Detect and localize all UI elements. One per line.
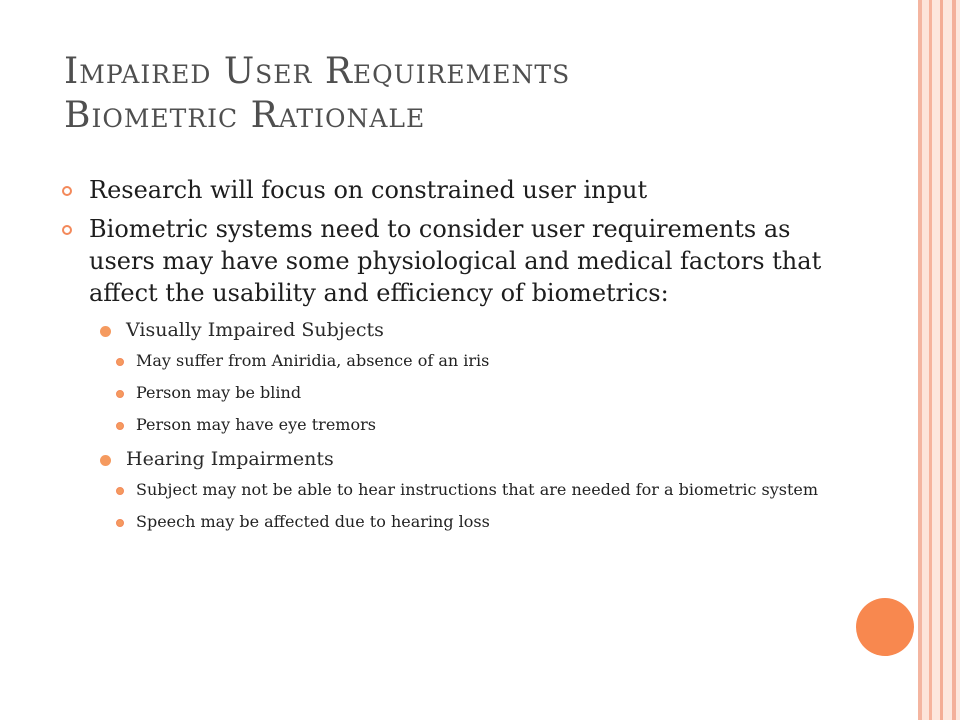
decorative-stripe <box>932 0 940 720</box>
sub-sub-bullet-list <box>126 350 842 436</box>
bullet-list <box>62 174 842 309</box>
sub-list-item-hearing <box>89 446 842 533</box>
slide-title <box>64 50 864 138</box>
bullet-icon <box>116 519 124 527</box>
sub-bullet-text: Visually Impaired Subjects <box>126 319 384 341</box>
sub-list-item-visual <box>89 317 842 436</box>
sub-sub-bullet-text: Speech may be affected due to hearing loss <box>136 512 490 531</box>
sub-bullet-list <box>62 317 842 533</box>
title-line-2: Biometric Rationale <box>64 95 426 136</box>
bullet-icon <box>62 186 72 196</box>
sub-sub-bullet-text: May suffer from Aniridia, absence of an iris <box>136 351 490 370</box>
decorative-stripe <box>943 0 952 720</box>
bullet-icon <box>116 487 124 495</box>
list-item <box>116 511 842 533</box>
sub-sub-bullet-text: Person may be blind <box>136 383 302 402</box>
list-item <box>116 382 842 404</box>
sub-sub-bullet-list <box>126 479 842 533</box>
bullet-icon <box>116 358 124 366</box>
decorative-stripe <box>956 0 960 720</box>
sub-bullet-text: Hearing Impairments <box>126 448 334 470</box>
bullet-icon <box>62 225 72 235</box>
sub-sub-bullet-text: Subject may not be able to hear instructions that are needed for a biometric system <box>136 480 819 499</box>
list-item <box>116 414 842 436</box>
title-line-1: Impaired User Requirements <box>64 51 571 92</box>
slide-content <box>62 174 842 543</box>
bullet-icon <box>116 390 124 398</box>
decorative-stripe <box>922 0 929 720</box>
bullet-text: Research will focus on constrained user input <box>89 176 648 204</box>
list-item <box>116 479 842 501</box>
list-item <box>116 350 842 372</box>
bullet-text: Biometric systems need to consider user requirements as users may have some physiological and medical factors that affect the usability and efficiency of biometrics: <box>89 215 822 307</box>
list-item <box>62 213 842 309</box>
bullet-icon <box>100 326 111 337</box>
bullet-icon <box>100 455 111 466</box>
decorative-circle <box>856 598 914 656</box>
list-item <box>62 174 842 206</box>
bullet-icon <box>116 422 124 430</box>
sub-sub-bullet-text: Person may have eye tremors <box>136 415 376 434</box>
